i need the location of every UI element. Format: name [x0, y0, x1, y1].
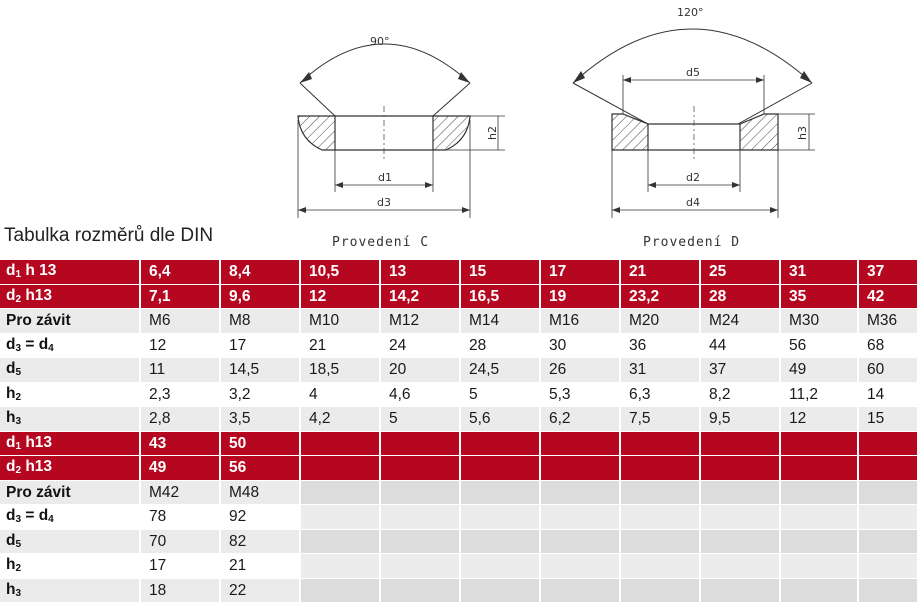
table-cell-empty [460, 578, 540, 603]
row-label-subscript: 3 [15, 514, 22, 526]
table-cell-empty [700, 505, 780, 530]
table-cell: 15 [858, 407, 918, 432]
table-cell: M42 [140, 480, 220, 505]
table-cell: 17 [540, 260, 620, 284]
table-cell: 2,3 [140, 382, 220, 407]
d3-label: d3 [377, 196, 391, 209]
table-cell: 82 [220, 529, 300, 554]
table-cell-empty [780, 431, 858, 456]
table-cell: 9,5 [700, 407, 780, 432]
row-label [0, 407, 140, 432]
row-label [0, 480, 140, 505]
table-cell-empty [780, 505, 858, 530]
table-cell: 8,4 [220, 260, 300, 284]
table-cell-empty [380, 431, 460, 456]
table-cell: 16,5 [460, 284, 540, 309]
row-label-suffix: h13 [21, 458, 53, 476]
table-cell-empty [700, 554, 780, 579]
table-cell: 42 [858, 284, 918, 309]
table-row [0, 529, 918, 554]
table-cell: M20 [620, 309, 700, 334]
table-cell: 17 [140, 554, 220, 579]
table-cell: 7,1 [140, 284, 220, 309]
table-row [0, 431, 918, 456]
table-cell: 6,3 [620, 382, 700, 407]
table-cell: 4,6 [380, 382, 460, 407]
table-cell: 6,4 [140, 260, 220, 284]
table-cell: 70 [140, 529, 220, 554]
table-cell: M10 [300, 309, 380, 334]
table-cell-empty [858, 578, 918, 603]
row-label [0, 554, 140, 579]
table-cell: 11,2 [780, 382, 858, 407]
table-row [0, 505, 918, 530]
table-cell-empty [780, 480, 858, 505]
caption-type-c: Provedení C [332, 235, 430, 250]
table-cell: 44 [700, 333, 780, 358]
table-cell-empty [620, 456, 700, 481]
row-label-subscript: 2 [15, 293, 22, 305]
table-cell: 24,5 [460, 358, 540, 383]
row-label-text: Pro závit [6, 483, 71, 501]
table-cell: M14 [460, 309, 540, 334]
table-cell-empty [380, 578, 460, 603]
row-label [0, 309, 140, 334]
table-cell: 14 [858, 382, 918, 407]
table-cell: 2,8 [140, 407, 220, 432]
row-label [0, 260, 140, 284]
table-cell: 36 [620, 333, 700, 358]
table-cell-empty [540, 529, 620, 554]
table-cell: 15 [460, 260, 540, 284]
row-label-text: h [6, 580, 16, 598]
h2-label: h2 [486, 126, 499, 140]
table-cell: 22 [220, 578, 300, 603]
table-cell-empty [540, 554, 620, 579]
table-cell: 56 [220, 456, 300, 481]
table-row [0, 407, 918, 432]
table-cell: M48 [220, 480, 300, 505]
table-cell: M8 [220, 309, 300, 334]
table-cell: 12 [140, 333, 220, 358]
dimensions-table [0, 260, 918, 603]
d2-label: d2 [686, 171, 700, 184]
table-cell-empty [700, 529, 780, 554]
table-cell-empty [858, 529, 918, 554]
row-label [0, 358, 140, 383]
table-cell-empty [380, 529, 460, 554]
table-cell-empty [620, 529, 700, 554]
table-cell-empty [700, 456, 780, 481]
row-label-subscript: 2 [15, 391, 22, 403]
row-label-suffix: = d [21, 507, 49, 525]
table-cell: 78 [140, 505, 220, 530]
angle-label-c: 90° [370, 35, 390, 48]
row-label-text: h [6, 409, 16, 427]
table-cell: 14,5 [220, 358, 300, 383]
row-label [0, 382, 140, 407]
table-cell-empty [620, 505, 700, 530]
table-cell: 3,5 [220, 407, 300, 432]
table-cell-empty [700, 431, 780, 456]
table-row [0, 382, 918, 407]
row-label-text: Pro závit [6, 312, 71, 329]
row-label-text: d [6, 262, 16, 280]
table-cell: 60 [858, 358, 918, 383]
row-label-subscript: 3 [15, 416, 22, 428]
row-label-subscript: 2 [15, 465, 22, 477]
table-row [0, 358, 918, 383]
table-cell: 5 [380, 407, 460, 432]
table-cell-empty [700, 578, 780, 603]
table-cell: 14,2 [380, 284, 460, 309]
table-cell: 56 [780, 333, 858, 358]
table-cell: 3,2 [220, 382, 300, 407]
table-row [0, 333, 918, 358]
caption-type-d: Provedení D [643, 235, 741, 250]
table-cell-empty [380, 554, 460, 579]
table-cell-empty [300, 578, 380, 603]
table-cell: 37 [700, 358, 780, 383]
row-label-suffix: = d [21, 335, 49, 353]
table-cell-empty [780, 554, 858, 579]
table-cell: 24 [380, 333, 460, 358]
angle-label-d: 120° [677, 6, 704, 19]
row-label-subscript: 3 [15, 342, 22, 354]
row-label-text: d [6, 335, 16, 353]
table-cell: 31 [780, 260, 858, 284]
table-title: Tabulka rozměrů dle DIN [4, 225, 214, 246]
table-cell-empty [460, 431, 540, 456]
table-cell-empty [540, 431, 620, 456]
table-cell-empty [300, 456, 380, 481]
table-row [0, 284, 918, 309]
table-cell: 13 [380, 260, 460, 284]
washer-type-d-drawing [573, 6, 815, 250]
table-cell: 92 [220, 505, 300, 530]
row-label-subscript: 3 [15, 587, 22, 599]
technical-drawing [0, 0, 918, 258]
table-cell-empty [300, 480, 380, 505]
row-label [0, 456, 140, 481]
table-cell: M24 [700, 309, 780, 334]
table-cell-empty [380, 456, 460, 481]
row-label-subscript: 4 [48, 514, 54, 526]
table-cell-empty [858, 431, 918, 456]
table-cell-empty [460, 456, 540, 481]
row-label-text: d [6, 286, 16, 304]
table-cell-empty [620, 480, 700, 505]
table-cell-empty [460, 480, 540, 505]
table-cell: M30 [780, 309, 858, 334]
table-cell-empty [300, 554, 380, 579]
table-cell: 17 [220, 333, 300, 358]
table-cell-empty [540, 505, 620, 530]
table-cell: 50 [220, 431, 300, 456]
table-cell: 11 [140, 358, 220, 383]
row-label [0, 505, 140, 530]
table-cell-empty [460, 529, 540, 554]
table-cell-empty [620, 578, 700, 603]
table-cell: 25 [700, 260, 780, 284]
d5-label: d5 [686, 66, 700, 79]
table-cell-empty [460, 505, 540, 530]
table-cell: 49 [780, 358, 858, 383]
table-cell-empty [780, 578, 858, 603]
row-label-suffix: h13 [21, 286, 53, 304]
h3-label: h3 [796, 126, 809, 140]
table-cell: 12 [780, 407, 858, 432]
table-row [0, 578, 918, 603]
row-label-text: d [6, 507, 16, 525]
row-label [0, 578, 140, 603]
row-label [0, 284, 140, 309]
table-cell: 19 [540, 284, 620, 309]
table-cell-empty [380, 505, 460, 530]
table-cell: 28 [700, 284, 780, 309]
row-label-subscript: 4 [48, 342, 54, 354]
table-cell: 49 [140, 456, 220, 481]
d4-label: d4 [686, 196, 700, 209]
table-cell: 5 [460, 382, 540, 407]
table-cell-empty [780, 456, 858, 481]
table-cell-empty [780, 529, 858, 554]
table-cell: 5,6 [460, 407, 540, 432]
table-cell: M36 [858, 309, 918, 334]
table-cell-empty [540, 456, 620, 481]
table-cell: 68 [858, 333, 918, 358]
table-cell: M16 [540, 309, 620, 334]
table-cell: M6 [140, 309, 220, 334]
row-label-text: h [6, 556, 16, 574]
table-cell-empty [540, 578, 620, 603]
table-cell: 21 [300, 333, 380, 358]
table-row [0, 554, 918, 579]
row-label [0, 333, 140, 358]
table-cell-empty [858, 480, 918, 505]
row-label-subscript: 1 [15, 269, 22, 281]
table-row [0, 480, 918, 505]
row-label-subscript: 1 [15, 440, 22, 452]
table-cell: 12 [300, 284, 380, 309]
table-cell: 21 [220, 554, 300, 579]
table-cell: 10,5 [300, 260, 380, 284]
row-label-subscript: 5 [15, 538, 22, 550]
table-cell-empty [858, 456, 918, 481]
row-label-text: d [6, 458, 16, 476]
row-label-suffix: h 13 [21, 262, 57, 280]
table-cell: 28 [460, 333, 540, 358]
table-cell: 18,5 [300, 358, 380, 383]
row-label-suffix: h13 [21, 433, 53, 451]
row-label-text: h [6, 384, 16, 402]
table-cell-empty [858, 505, 918, 530]
table-cell: 8,2 [700, 382, 780, 407]
table-cell: 5,3 [540, 382, 620, 407]
row-label-subscript: 2 [15, 563, 22, 575]
table-cell: 7,5 [620, 407, 700, 432]
table-cell: 26 [540, 358, 620, 383]
table-cell: 6,2 [540, 407, 620, 432]
row-label-text: d [6, 531, 16, 549]
table-cell: 18 [140, 578, 220, 603]
washer-type-c-drawing [298, 35, 505, 250]
table-cell: 43 [140, 431, 220, 456]
table-cell: 20 [380, 358, 460, 383]
table-cell: 21 [620, 260, 700, 284]
table-row [0, 309, 918, 334]
row-label-text: d [6, 433, 16, 451]
table-cell: 31 [620, 358, 700, 383]
table-cell: 9,6 [220, 284, 300, 309]
row-label [0, 431, 140, 456]
table-cell: 37 [858, 260, 918, 284]
row-label-text: d [6, 360, 16, 378]
table-cell-empty [300, 529, 380, 554]
table-cell: 4 [300, 382, 380, 407]
table-cell: 35 [780, 284, 858, 309]
table-cell: 4,2 [300, 407, 380, 432]
table-cell-empty [380, 480, 460, 505]
table-cell-empty [700, 480, 780, 505]
row-label-subscript: 5 [15, 367, 22, 379]
row-label [0, 529, 140, 554]
table-cell-empty [620, 554, 700, 579]
d1-label: d1 [378, 171, 392, 184]
table-cell: 23,2 [620, 284, 700, 309]
table-cell: 30 [540, 333, 620, 358]
table-cell-empty [620, 431, 700, 456]
table-row [0, 456, 918, 481]
table-cell-empty [540, 480, 620, 505]
table-cell-empty [300, 431, 380, 456]
table-cell: M12 [380, 309, 460, 334]
table-cell-empty [460, 554, 540, 579]
table-row [0, 260, 918, 284]
table-cell-empty [300, 505, 380, 530]
table-cell-empty [858, 554, 918, 579]
